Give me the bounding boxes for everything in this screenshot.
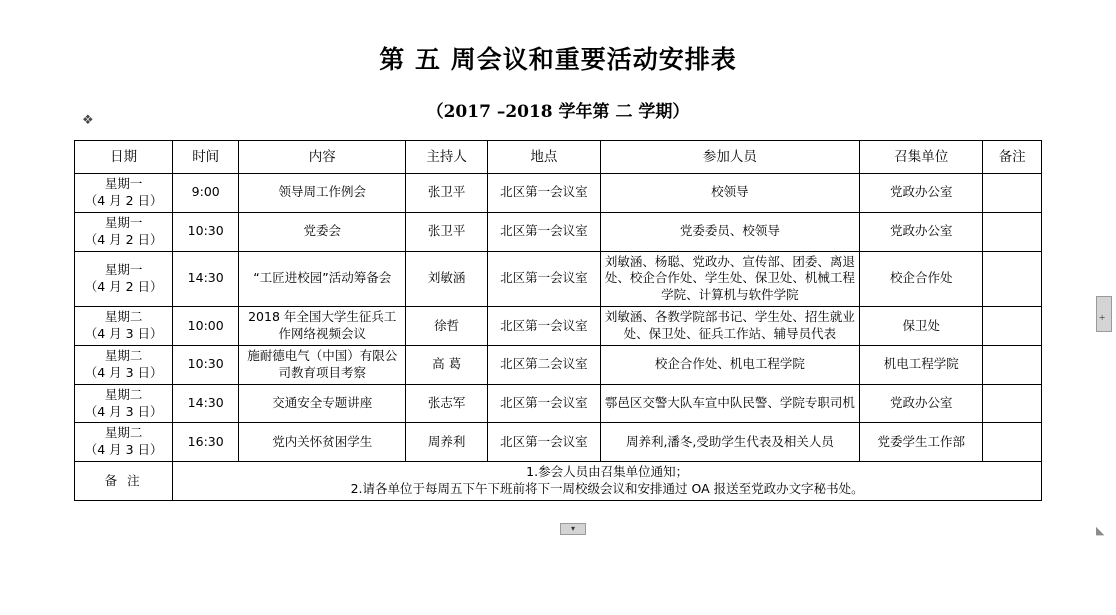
cell-place: 北区第一会议室: [487, 174, 600, 213]
date-day: （4 月 2 日）: [84, 278, 163, 294]
table-row: [75, 307, 1042, 346]
cell-unit: 校企合作处: [860, 251, 983, 307]
cell-content: 2018 年全国大学生征兵工作网络视频会议: [239, 307, 406, 346]
date-weekday: 星期一: [104, 176, 143, 191]
cell-unit: 党政办公室: [860, 384, 983, 423]
plus-icon: +: [1099, 312, 1106, 324]
cell-date: [75, 174, 173, 213]
cell-place: 北区第一会议室: [487, 307, 600, 346]
cell-unit: 党委学生工作部: [860, 423, 983, 462]
cell-remark: [983, 384, 1042, 423]
cell-place: 北区第一会议室: [487, 212, 600, 251]
table-row: [75, 345, 1042, 384]
cell-host: 刘敏涵: [406, 251, 488, 307]
cell-place: 北区第一会议室: [487, 251, 600, 307]
table-row: [75, 423, 1042, 462]
cell-content: 交通安全专题讲座: [239, 384, 406, 423]
cell-host: 高 葛: [406, 345, 488, 384]
date-day: （4 月 2 日）: [84, 231, 163, 247]
cell-time: 9:00: [173, 174, 239, 213]
scroll-handle-bottom[interactable]: ▾: [560, 523, 586, 535]
table-row: [75, 174, 1042, 213]
column-header-participants: 参加人员: [600, 141, 859, 174]
cell-date: [75, 384, 173, 423]
cell-unit: 机电工程学院: [860, 345, 983, 384]
footer-label: 备 注: [75, 462, 173, 501]
footer-note-2: 2.请各单位于每周五下午下班前将下一周校级会议和安排通过 OA 报送至党政办文字秘书处。: [350, 481, 864, 496]
date-day: （4 月 3 日）: [84, 326, 163, 341]
table-footer-row: [75, 462, 1042, 501]
date-day: （4 月 2 日）: [84, 192, 163, 208]
column-header-content: 内容: [239, 141, 406, 174]
date-weekday: 星期一: [104, 261, 143, 277]
cell-participants: 校企合作处、机电工程学院: [600, 345, 859, 384]
table-row: [75, 384, 1042, 423]
cell-content: 党内关怀贫困学生: [239, 423, 406, 462]
page-subtitle: （2017 –2018 学年第 二 学期）: [426, 102, 690, 122]
column-header-place: 地点: [487, 141, 600, 174]
cell-remark: [983, 251, 1042, 307]
cell-content: “工匠进校园”活动筹备会: [239, 251, 406, 307]
cell-host: 张志军: [406, 384, 488, 423]
cell-date: [75, 212, 173, 251]
cell-time: 10:30: [173, 345, 239, 384]
cell-remark: [983, 345, 1042, 384]
resize-corner-icon[interactable]: ◣: [1096, 525, 1105, 537]
date-day: （4 月 3 日）: [84, 442, 163, 458]
date-weekday: 星期二: [104, 386, 143, 402]
cell-participants: 鄠邑区交警大队车宣中队民警、学院专职司机: [600, 384, 859, 423]
schedule-table: [74, 140, 1042, 501]
cell-content: 领导周工作例会: [239, 174, 406, 213]
date-day: （4 月 3 日）: [84, 364, 163, 380]
footer-notes: [173, 462, 1042, 501]
cell-host: 张卫平: [406, 212, 488, 251]
column-header-convening-unit: 召集单位: [860, 141, 983, 174]
cell-time: 10:30: [173, 212, 239, 251]
table-header-row: [75, 141, 1042, 174]
cell-date: [75, 251, 173, 307]
cell-remark: [983, 423, 1042, 462]
cell-participants: 刘敏涵、杨聪、党政办、宣传部、团委、离退处、校企合作处、学生处、保卫处、机械工程学院、计算机与软件学院: [600, 251, 859, 307]
cell-place: 北区第一会议室: [487, 384, 600, 423]
cell-time: 14:30: [173, 251, 239, 307]
cell-participants: 党委委员、校领导: [600, 212, 859, 251]
cell-unit: 党政办公室: [860, 212, 983, 251]
column-header-host: 主持人: [406, 141, 488, 174]
column-header-date: 日期: [75, 141, 173, 174]
cell-unit: 保卫处: [860, 307, 983, 346]
date-weekday: 星期二: [104, 425, 143, 441]
cell-place: 北区第一会议室: [487, 423, 600, 462]
cell-host: 徐哲: [406, 307, 488, 346]
cell-content: 党委会: [239, 212, 406, 251]
date-weekday: 星期二: [104, 309, 143, 325]
cell-remark: [983, 212, 1042, 251]
footer-note-1: 1.参会人员由召集单位通知；: [526, 464, 689, 480]
cell-date: [75, 307, 173, 346]
date-weekday: 星期一: [104, 214, 143, 230]
cell-time: 16:30: [173, 423, 239, 462]
cell-date: [75, 345, 173, 384]
table-row: [75, 251, 1042, 307]
cell-time: 10:00: [173, 307, 239, 346]
cell-place: 北区第二会议室: [487, 345, 600, 384]
column-header-remark: 备注: [983, 141, 1042, 174]
cell-content: 施耐德电气（中国）有限公司教育项目考察: [239, 345, 406, 384]
cell-participants: 刘敏涵、各教学院部书记、学生处、招生就业处、保卫处、征兵工作站、辅导员代表: [600, 307, 859, 346]
scroll-handle-right[interactable]: [1096, 296, 1112, 332]
cell-time: 14:30: [173, 384, 239, 423]
date-day: （4 月 3 日）: [84, 403, 163, 419]
decorative-diamond-icon: ❖: [82, 112, 94, 127]
cell-unit: 党政办公室: [860, 174, 983, 213]
date-weekday: 星期二: [104, 347, 143, 363]
cell-participants: 周养利,潘冬,受助学生代表及相关人员: [600, 423, 859, 462]
cell-remark: [983, 307, 1042, 346]
cell-participants: 校领导: [600, 174, 859, 213]
cell-date: [75, 423, 173, 462]
column-header-time: 时间: [173, 141, 239, 174]
cell-remark: [983, 174, 1042, 213]
page-title: 第 五 周会议和重要活动安排表: [379, 45, 737, 74]
table-row: [75, 212, 1042, 251]
cell-host: 张卫平: [406, 174, 488, 213]
cell-host: 周养利: [406, 423, 488, 462]
